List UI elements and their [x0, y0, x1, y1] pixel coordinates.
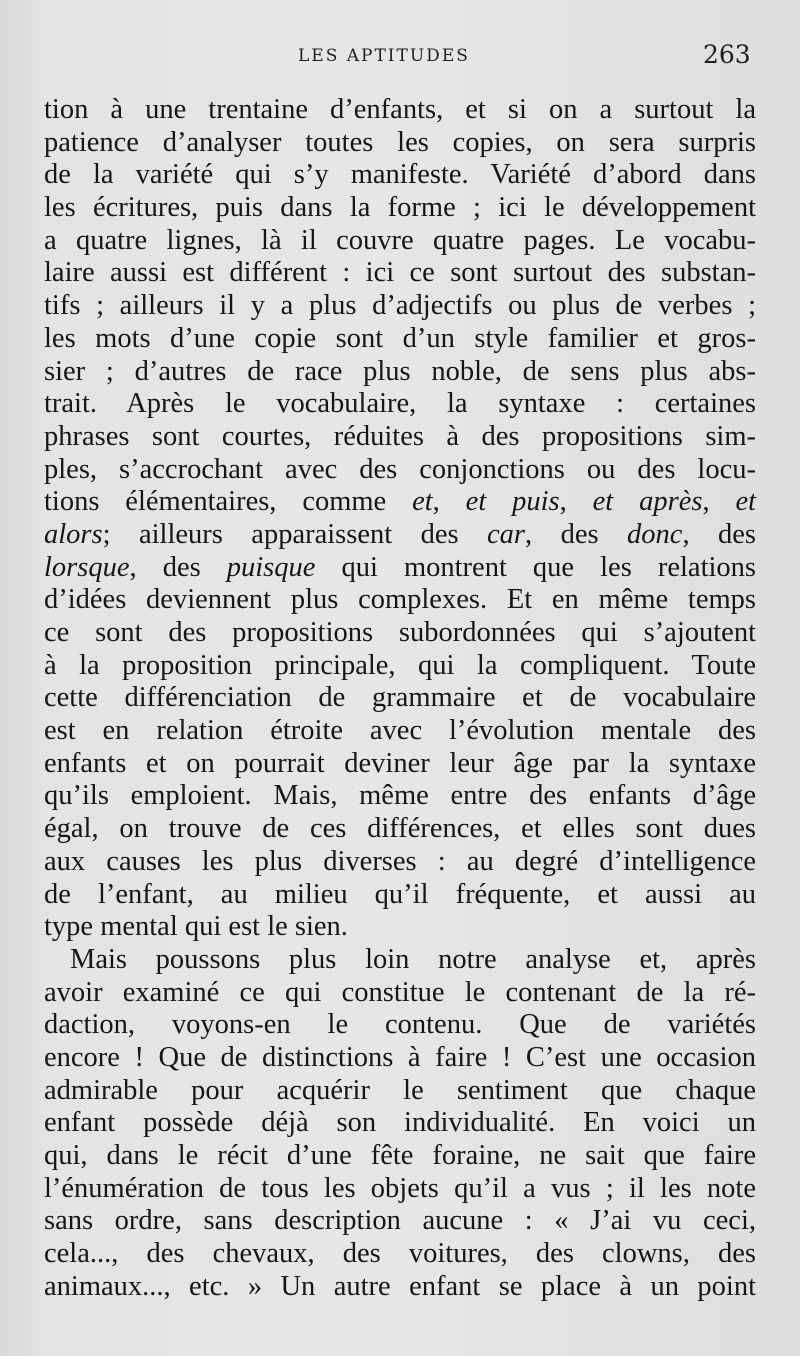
text-line: lorsque, des puisque qui montrent que les relations — [44, 551, 756, 583]
text-line: tifs ; ailleurs il y a plus d’adjectifs ou plus de verbes ; — [44, 290, 756, 322]
text-line: admirable pour acquérir le sentiment que chaque — [44, 1074, 756, 1106]
text-line: ples, s’accrochant avec des conjonctions ou des locu- — [44, 453, 756, 485]
text-line: laire aussi est différent : ici ce sont surtout des substan- — [44, 257, 756, 289]
text-line: type mental qui est le sien. — [44, 911, 348, 943]
text-line: cela..., des chevaux, des voitures, des clowns, des — [44, 1238, 756, 1270]
running-head — [0, 40, 800, 74]
text-line: l’énumération de tous les objets qu’il a vus ; il les note — [44, 1172, 756, 1204]
text-line: phrases sont courtes, réduites à des propositions sim- — [44, 420, 756, 452]
text-line: qui, dans le récit d’une fête foraine, ne sait que faire — [44, 1140, 756, 1171]
text-line: patience d’analyser toutes les copies, on sera surpris — [44, 126, 756, 158]
text-line: encore ! Que de distinctions à faire ! C’est une occasion — [44, 1041, 756, 1073]
text-line: a quatre lignes, là il couvre quatre pages. Le vocabu- — [44, 224, 756, 256]
text-line: avoir examiné ce qui constitue le contenant de la ré- — [44, 976, 756, 1008]
text-line: enfants et on pourrait deviner leur âge par la syntaxe — [44, 747, 756, 779]
text-line: Mais poussons plus loin notre analyse et, après — [70, 943, 756, 975]
text-line: sier ; d’autres de race plus noble, de sens plus abs- — [44, 355, 756, 387]
text-line: aux causes les plus diverses : au degré d’intelligence — [44, 845, 756, 877]
text-line: les écritures, puis dans la forme ; ici le développement — [44, 192, 756, 224]
text-line: tions élémentaires, comme et, et puis, et après, et — [44, 486, 757, 518]
text-line: de la variété qui s’y manifeste. Variété d’abord dans — [44, 159, 756, 191]
text-line: qu’ils emploient. Mais, même entre des enfants d’âge — [44, 780, 756, 812]
text-line: trait. Après le vocabulaire, la syntaxe : certaines — [44, 388, 756, 420]
page-number: 263 — [703, 40, 751, 69]
text-line: ce sont des propositions subordonnées qui s’ajoutent — [44, 617, 756, 648]
text-line: est en relation étroite avec l’évolution mentale des — [44, 715, 756, 747]
text-line: daction, voyons-en le contenu. Que de variétés — [44, 1009, 756, 1041]
text-line: alors; ailleurs apparaissent des car, des donc, des — [44, 518, 756, 550]
running-title: LES APTITUDES — [298, 46, 470, 66]
body-text — [44, 94, 756, 1303]
text-line: égal, on trouve de ces différences, et elles sont dues — [44, 813, 756, 845]
text-line: d’idées deviennent plus complexes. Et en même temps — [44, 584, 756, 616]
text-line: à la proposition principale, qui la compliquent. Toute — [44, 649, 756, 681]
text-line: de l’enfant, au milieu qu’il fréquente, et aussi au — [44, 878, 756, 910]
text-line: cette différenciation de grammaire et de vocabulaire — [44, 682, 756, 714]
text-line: enfant possède déjà son individualité. En voici un — [44, 1107, 756, 1139]
text-line: tion à une trentaine d’enfants, et si on a surtout la — [44, 94, 756, 125]
text-line: animaux..., etc. » Un autre enfant se place à un point — [44, 1270, 756, 1302]
text-line: sans ordre, sans description aucune : « J’ai vu ceci, — [44, 1205, 756, 1237]
text-line: les mots d’une copie sont d’un style familier et gros- — [44, 322, 756, 354]
